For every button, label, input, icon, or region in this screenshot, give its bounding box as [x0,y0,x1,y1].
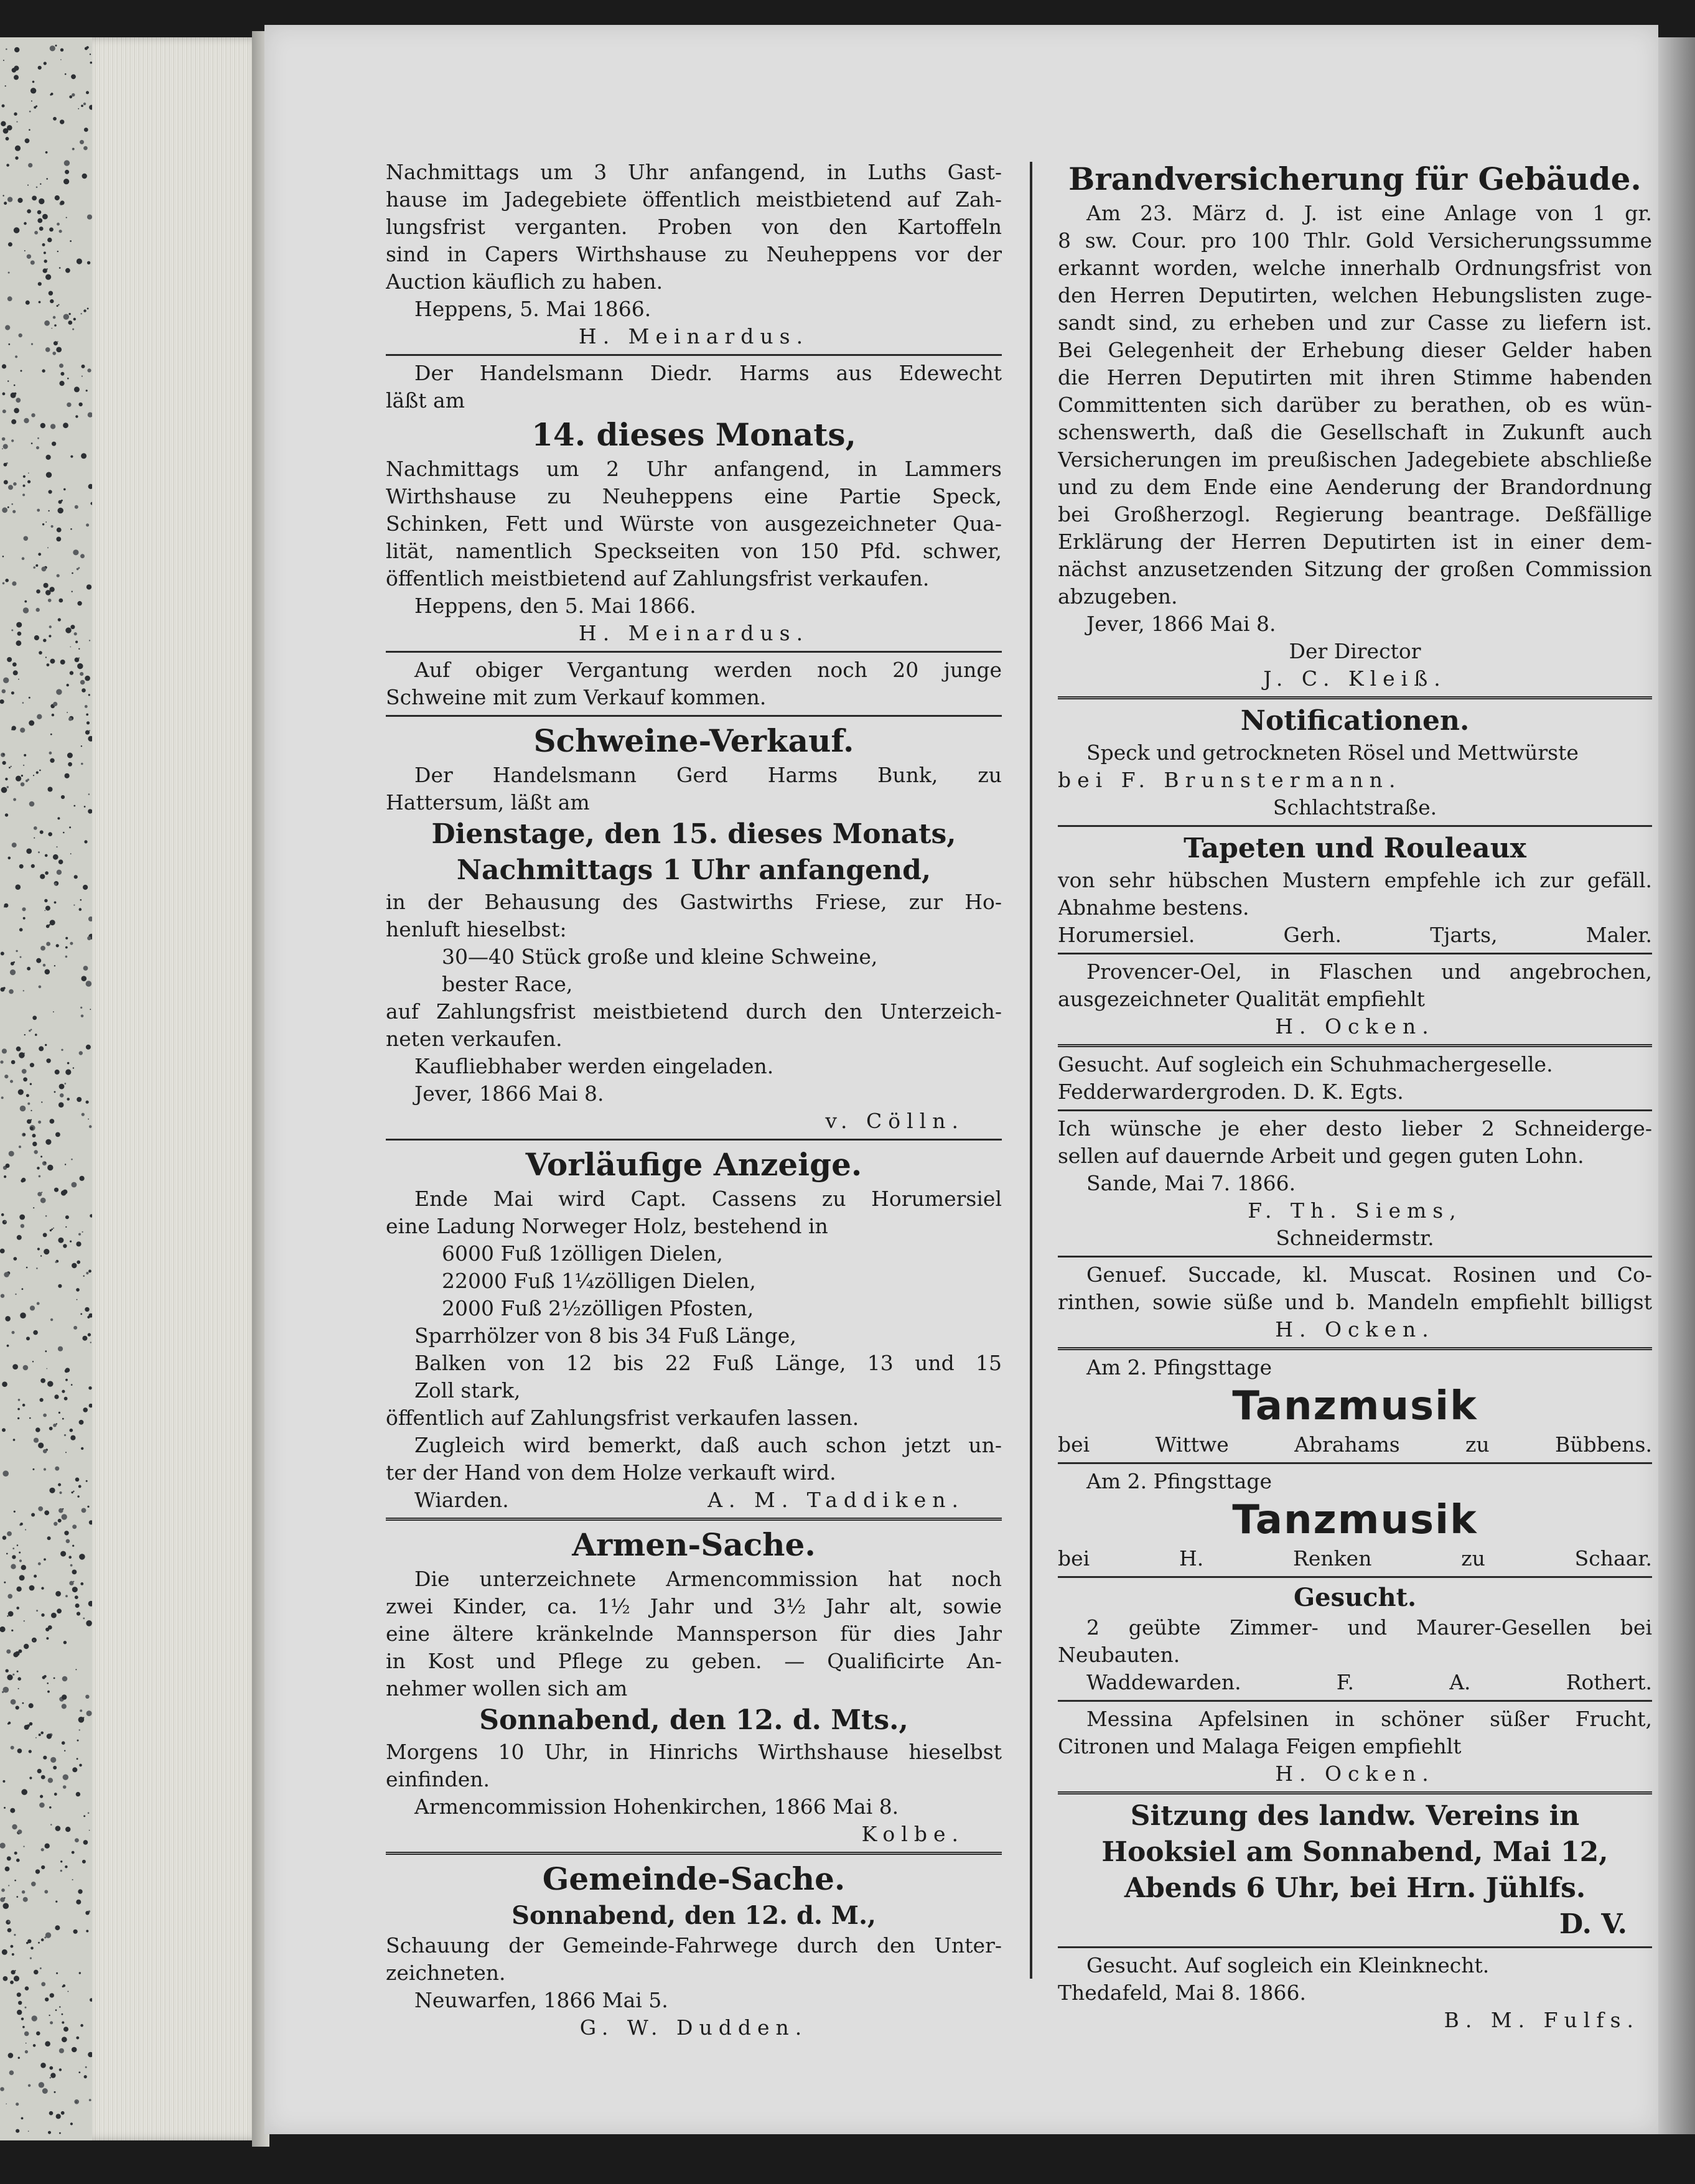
text-line: Auf obiger Vergantung werden noch 20 junge [414,658,1002,682]
text-line: Neubauten. [1058,1643,1180,1667]
notice-signature: bei H. Renken zu Schaar. [1058,1546,1652,1570]
section-rule [386,715,1002,717]
text-line: ter der Hand von dem Holze verkauft wird. [386,1460,836,1485]
text-line: schenswerth, daß die Gesellschaft in Zukunft auch [1058,420,1652,444]
schneider-notice [1058,1115,1652,1252]
notice-headline: Hooksiel am Sonnabend, Mai 12, [1101,1836,1609,1868]
text-line: Citronen und Malaga Feigen empfiehlt [1058,1734,1462,1758]
notice-role: Der Director [1289,639,1421,663]
notice-headline: Sonnabend, den 12. d. M., [511,1901,876,1930]
text-line: Speck und getrockneten Rösel und Mettwürste [1086,740,1579,765]
next-page-edge [1655,37,1695,2134]
notice-date: Neuwarfen, 1866 Mai 5. [414,1988,668,2012]
text-line: Messina Apfelsinen in schöner süßer Frucht, [1086,1707,1652,1731]
section-title: Vorläufige Anzeige. [525,1146,862,1183]
tapeten-notice [1058,831,1652,949]
notice-date: Jever, 1866 Mai 8. [1086,612,1276,636]
text-line: Am 2. Pfingsttage [1086,1469,1272,1493]
text-line: Der Handelsmann Diedr. Harms aus Edewecht [414,361,1002,385]
section-title: Schweine-Verkauf. [533,722,854,759]
text-line: Am 2. Pfingsttage [1086,1355,1272,1379]
section-rule [1058,1347,1652,1350]
notice-date: Heppens, den 5. Mai 1866. [414,594,696,618]
section-title: Notificationen. [1240,705,1470,737]
text-line: öffentlich meistbietend auf Zahlungsfrist verkaufen. [386,566,930,590]
text-line: Morgens 10 Uhr, in Hinrichs Wirthshause hieselbst [386,1740,1002,1764]
section-rule [1058,1946,1652,1948]
text-line: Bei Gelegenheit der Erhebung dieser Gelder haben [1058,338,1652,362]
text-line: Schauung der Gemeinde-Fahrwege durch den Unter- [386,1933,1002,1958]
list-item: Zoll stark, [414,1378,521,1402]
text-line: Genuef. Succade, kl. Muscat. Rosinen und Co- [1086,1262,1652,1287]
text-line: nehmer wollen sich am [386,1676,628,1701]
section-rule [1058,1109,1652,1111]
tanzmusik-notice-1 [1058,1354,1652,1458]
text-line: den Herren Deputirten, welchen Hebungslisten zuge- [1058,283,1652,307]
harms-note [386,656,1002,711]
notice-headline: Sitzung des landw. Vereins in [1130,1800,1580,1832]
notice-signature: F. Th. Siems, [1248,1198,1462,1223]
notice-signature: A. M. Taddiken. [707,1488,964,1512]
text-line: läßt am [386,388,465,413]
notifications-notice [1058,703,1652,821]
section-rule [1058,1044,1652,1047]
notice-date: Heppens, 5. Mai 1866. [414,297,651,321]
notice-signature: bei Wittwe Abrahams zu Bübbens. [1058,1432,1652,1457]
text-line: auf Zahlungsfrist meistbietend durch den Unterzeich- [386,999,1002,1024]
text-line: Nachmittags um 3 Uhr anfangend, in Luths Gast- [386,160,1002,184]
text-line: Abnahme bestens. [1058,895,1249,920]
text-line: Ende Mai wird Capt. Cassens zu Horumersiel [414,1187,1002,1211]
list-item: 22000 Fuß 1¼zölligen Dielen, [442,1269,756,1293]
notice-signature: H. Ocken. [1275,1762,1435,1786]
notice-headline: Sonnabend, den 12. d. Mts., [479,1704,908,1736]
notice-signature: Horumersiel. Gerh. Tjarts, Maler. [1058,923,1652,947]
notice-date: Thedafeld, Mai 8. 1866. [1058,1981,1306,2005]
section-title: Brandversicherung für Gebäude. [1068,161,1641,197]
text-line: in der Behausung des Gastwirths Friese, zur Ho- [386,890,1002,914]
messina-notice [1058,1706,1652,1788]
notice-headline: Nachmittags 1 Uhr anfangend, [456,854,932,886]
notice-signature: Fedderwardergroden. D. K. Egts. [1058,1080,1404,1104]
notice-address: Schlachtstraße. [1272,795,1437,819]
text-line: Am 23. März d. J. ist eine Anlage von 1 gr. [1086,201,1652,225]
left-column [386,159,1002,2042]
section-rule [1058,1791,1652,1794]
text-line: Erklärung der Herren Deputirten ist in einer dem- [1058,530,1652,554]
tanzmusik-notice-2 [1058,1468,1652,1572]
section-rule [1058,1700,1652,1702]
section-rule [1058,1256,1652,1258]
list-item: Sparrhölzer von 8 bis 34 Fuß Länge, [414,1323,796,1348]
section-rule [1058,696,1652,699]
text-line: Zugleich wird bemerkt, daß auch schon jetzt un- [414,1433,1002,1457]
text-line: 2 geübte Zimmer- und Maurer-Gesellen bei [1086,1615,1652,1640]
text-line: hause im Jadegebiete öffentlich meistbietend auf Zah- [386,187,1002,212]
notice-headline: Dienstage, den 15. dieses Monats, [431,818,956,850]
text-line: Hattersum, läßt am [386,790,590,814]
section-rule [1058,953,1652,954]
genues-notice [1058,1261,1652,1343]
text-line: sind in Capers Wirthshause zu Neuheppens vor der [386,242,1002,266]
column-divider [1030,162,1032,1979]
text-line: rinthen, sowie süße und b. Mandeln empfiehlt billigst [1058,1290,1652,1314]
text-line: einfinden. [386,1767,490,1791]
text-line: sellen auf dauernde Arbeit und gegen guten Lohn. [1058,1144,1584,1168]
notice-signature: bei F. Brunstermann. [1058,768,1402,792]
text-line: eine Ladung Norweger Holz, bestehend in [386,1214,828,1238]
text-line: von sehr hübschen Mustern empfehle ich zur gefäll. [1058,868,1652,892]
text-line: abzugeben. [1058,584,1178,609]
text-line: Kaufliebhaber werden eingeladen. [414,1054,774,1078]
notice-signature: H. Meinardus. [578,621,810,645]
section-rule [1058,1462,1652,1464]
gemeinde-notice [386,1859,1002,2042]
notice-signature: Kolbe. [861,1822,964,1846]
text-line: Ich wünsche je eher desto lieber 2 Schneiderge- [1058,1116,1652,1141]
notice-signature: D. V. [1559,1908,1627,1940]
notice-date: Armencommission Hohenkirchen, 1866 Mai 8. [414,1794,899,1819]
text-line: die Herren Deputirten mit ihren Stimme habenden [1058,365,1652,390]
text-line: nächst anzusetzenden Sitzung der großen Commission [1058,557,1652,581]
section-title: Tanzmusik [1232,1497,1478,1543]
list-item: bester Race, [442,972,573,996]
text-line: eine ältere kränkelnde Mannsperson für dies Jahr [386,1622,1002,1646]
book-fore-edge [92,37,261,2140]
text-line: 8 sw. Cour. pro 100 Thlr. Gold Versicherungssumme [1058,228,1652,253]
text-line: Provencer-Oel, in Flaschen und angebrochen, [1086,959,1652,984]
text-line: in Kost und Pflege zu geben. — Qualificirte An- [386,1649,1002,1673]
list-item: 6000 Fuß 1zölligen Dielen, [442,1241,723,1266]
text-line: zwei Kinder, ca. 1½ Jahr und 3½ Jahr alt, sowie [386,1594,1002,1618]
section-title: Gemeinde-Sache. [542,1860,846,1897]
notice-signature: H. Ocken. [1275,1014,1435,1038]
section-rule [1058,825,1652,827]
notice-headline: Abends 6 Uhr, bei Hrn. Jühlfs. [1124,1872,1586,1904]
armen-notice [386,1524,1002,1848]
text-line: Gesucht. Auf sogleich ein Kleinknecht. [1086,1953,1490,1977]
notice-signature: J. C. Kleiß. [1263,666,1447,691]
harms-notice [386,360,1002,647]
verein-notice [1058,1798,1652,1943]
section-rule [386,354,1002,356]
notice-signature: v. Cölln. [825,1109,964,1133]
notice-date: Jever, 1866 Mai 8. [414,1081,604,1106]
list-item: 2000 Fuß 2½zölligen Pfosten, [442,1296,754,1320]
text-line: erkannt worden, welche innerhalb Ordnungsfrist von [1058,256,1652,280]
notice-signature: H. Ocken. [1275,1317,1435,1342]
section-title: Tapeten und Rouleaux [1184,833,1526,864]
text-line: Gesucht. Auf sogleich ein Schuhmachergeselle. [1058,1052,1553,1076]
section-rule [386,651,1002,653]
text-line: bei Großherzogl. Regierung beantrage. Deßfällige [1058,502,1652,526]
notice-signature: B. M. Fulfs. [1444,2008,1640,2032]
section-rule [386,1518,1002,1521]
text-line: lität, namentlich Speckseiten von 150 Pfd. schwer, [386,539,1002,563]
notice-signature: H. Meinardus. [578,324,810,348]
notice-date: Sande, Mai 7. 1866. [1086,1171,1296,1195]
text-line: Die unterzeichnete Armencommission hat noch [414,1567,1002,1591]
kartoffel-notice [386,159,1002,350]
list-item: Balken von 12 bis 22 Fuß Länge, 13 und 15 [414,1351,1002,1375]
text-line: Schinken, Fett und Würste von ausgezeichneter Qua- [386,511,1002,536]
text-line: Der Handelsmann Gerd Harms Bunk, zu [414,763,1002,787]
text-line: ausgezeichneter Qualität empfiehlt [1058,987,1425,1011]
text-line: Committenten sich darüber zu berathen, ob es wün- [1058,393,1652,417]
right-column [1058,159,1652,2034]
text-line: Nachmittags um 2 Uhr anfangend, in Lammers [386,457,1002,481]
text-line: zeichneten. [386,1961,506,1985]
text-line: und zu dem Ende eine Aenderung der Brandordnung [1058,475,1652,499]
section-title: Gesucht. [1293,1583,1417,1612]
brand-notice [1058,159,1652,693]
text-line: öffentlich auf Zahlungsfrist verkaufen lassen. [386,1406,859,1430]
kleinknecht-notice [1058,1952,1652,2034]
text-line: Versicherungen im preußischen Jadegebiete abschließe [1058,447,1652,472]
notice-headline: 14. dieses Monats, [531,416,856,453]
section-title: Tanzmusik [1232,1383,1478,1429]
maurer-notice [1058,1582,1652,1696]
section-rule [386,1139,1002,1141]
text-line: sandt sind, zu erheben und zur Casse zu liefern ist. [1058,310,1652,335]
section-title: Armen-Sache. [572,1526,816,1563]
section-rule [386,1852,1002,1855]
schweine-notice [386,721,1002,1135]
text-line: Wirthshause zu Neuheppens eine Partie Speck, [386,484,1002,508]
schuhmacher-notice [1058,1051,1652,1106]
notice-signature: G. W. Dudden. [579,2015,808,2040]
text-line: neten verkaufen. [386,1027,563,1051]
anzeige-notice [386,1144,1002,1514]
oel-notice [1058,958,1652,1040]
text-line: Auction käuflich zu haben. [386,269,663,294]
notice-place: Wiarden. [414,1488,509,1512]
text-line: lungsfrist verganten. Proben von den Kartoffeln [386,215,1002,239]
notice-role: Schneidermstr. [1276,1226,1434,1250]
notice-signature: Waddewarden. F. A. Rothert. [1086,1670,1652,1694]
text-line: Schweine mit zum Verkauf kommen. [386,685,767,709]
section-rule [1058,1576,1652,1578]
list-item: 30—40 Stück große und kleine Schweine, [442,945,878,969]
text-line: henluft hieselbst: [386,917,567,941]
